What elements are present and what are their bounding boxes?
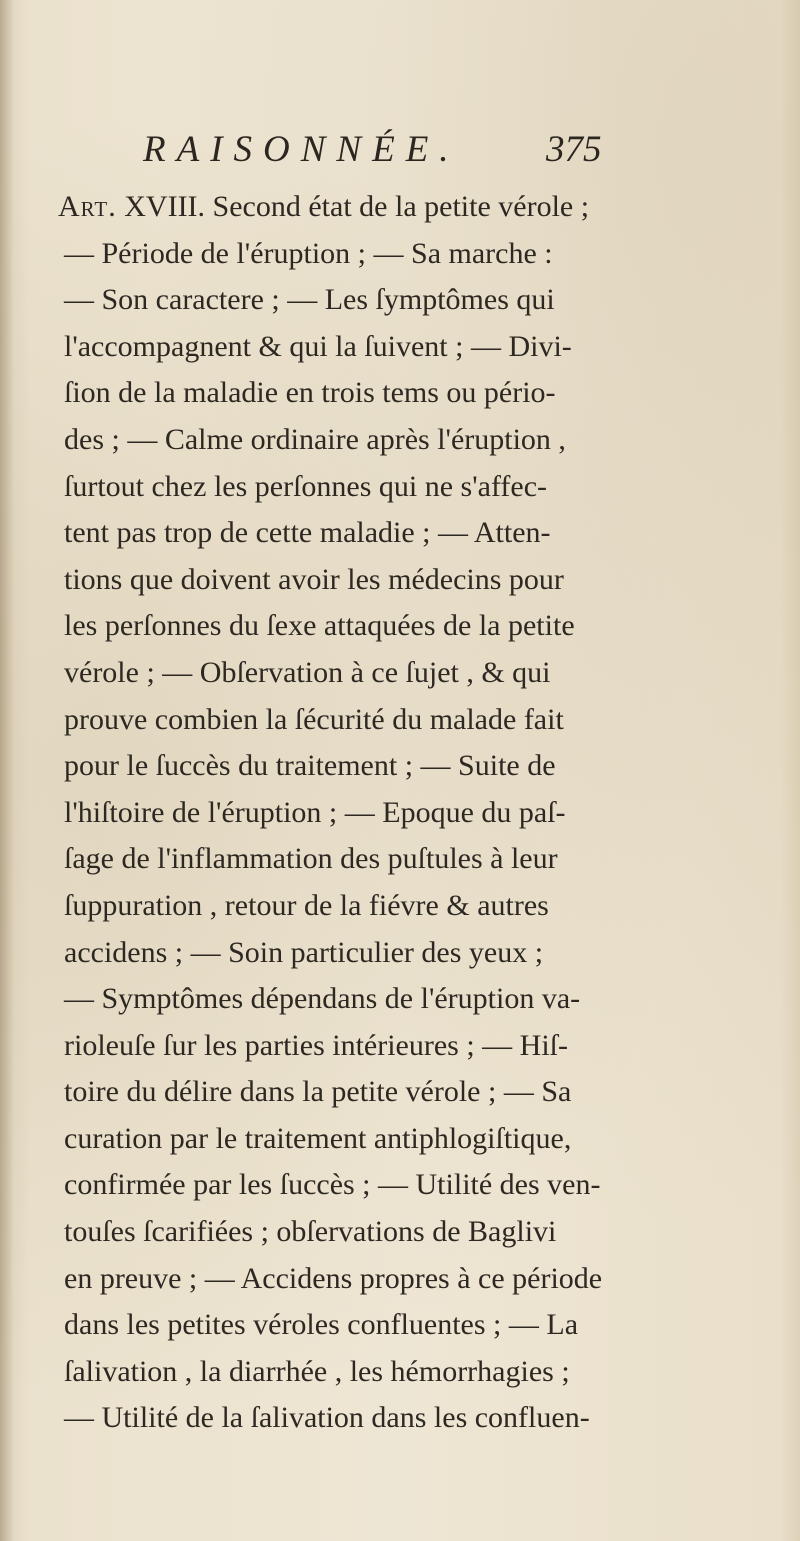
text-line: rioleuſe ſur les parties intérieures ; — Hiſ- [64,1028,569,1062]
article-label: Art. [58,190,117,223]
running-head [0,128,800,178]
text-line: — Son caractere ; — Les ſymptômes qui [64,283,555,317]
text-line: l'hiſtoire de l'éruption ; — Epoque du paſ- [64,795,566,829]
text-line: touſes ſcarifiées ; obſervations de Baglivi [64,1215,557,1249]
text-line: tent pas trop de cette maladie ; — Atten- [64,516,551,550]
text-line: — Période de l'éruption ; — Sa marche : [64,236,553,270]
text-line: ſage de l'inflammation des puſtules à leur [64,842,558,876]
text-line [58,184,634,231]
text-line: accidens ; — Soin particulier des yeux ; [64,935,544,969]
text-line: — Symptômes dépendans de l'éruption va- [64,982,581,1016]
text-line: ſurtout chez les perſonnes qui ne s'affec- [64,469,548,503]
text-line: prouve combien la ſécurité du malade fait [64,702,564,736]
text-line: dans les petites véroles confluentes ; — La [64,1308,579,1342]
text-line: ſuppuration , retour de la fiévre & autres [64,888,549,922]
page-number: 375 [546,129,602,170]
text-line: des ; — Calme ordinaire après l'éruption , [64,422,566,456]
text-line: confirmée par les ſuccès ; — Utilité des ven- [64,1168,601,1202]
text-line: pour le ſuccès du traitement ; — Suite de [64,749,556,783]
text-line: en preuve ; — Accidens propres à ce période [64,1261,603,1295]
text-line: toire du délire dans la petite vérole ; — Sa [64,1075,572,1109]
text-line: ſalivation , la diarrhée , les hémorrhagies ; [64,1354,570,1388]
spine-shadow [0,0,14,1541]
text-line: tions que doivent avoir les médecins pour [64,562,564,596]
text-line: l'accompagnent & qui la ſuivent ; — Divi- [64,329,572,363]
text-line-content: XVIII. Second état de la petite vérole ; [124,190,590,223]
text-line: curation par le traitement antiphlogiſtique, [64,1121,572,1155]
running-head-title: RAISONNÉE. [143,129,460,170]
article-summary [58,184,634,1442]
text-line: les perſonnes du ſexe attaquées de la petite [64,609,575,643]
text-line: — Utilité de la ſalivation dans les confluen- [64,1401,590,1435]
text-line: ſion de la maladie en trois tems ou pério- [64,376,556,410]
text-line: vérole ; — Obſervation à ce ſujet , & qui [64,655,551,689]
